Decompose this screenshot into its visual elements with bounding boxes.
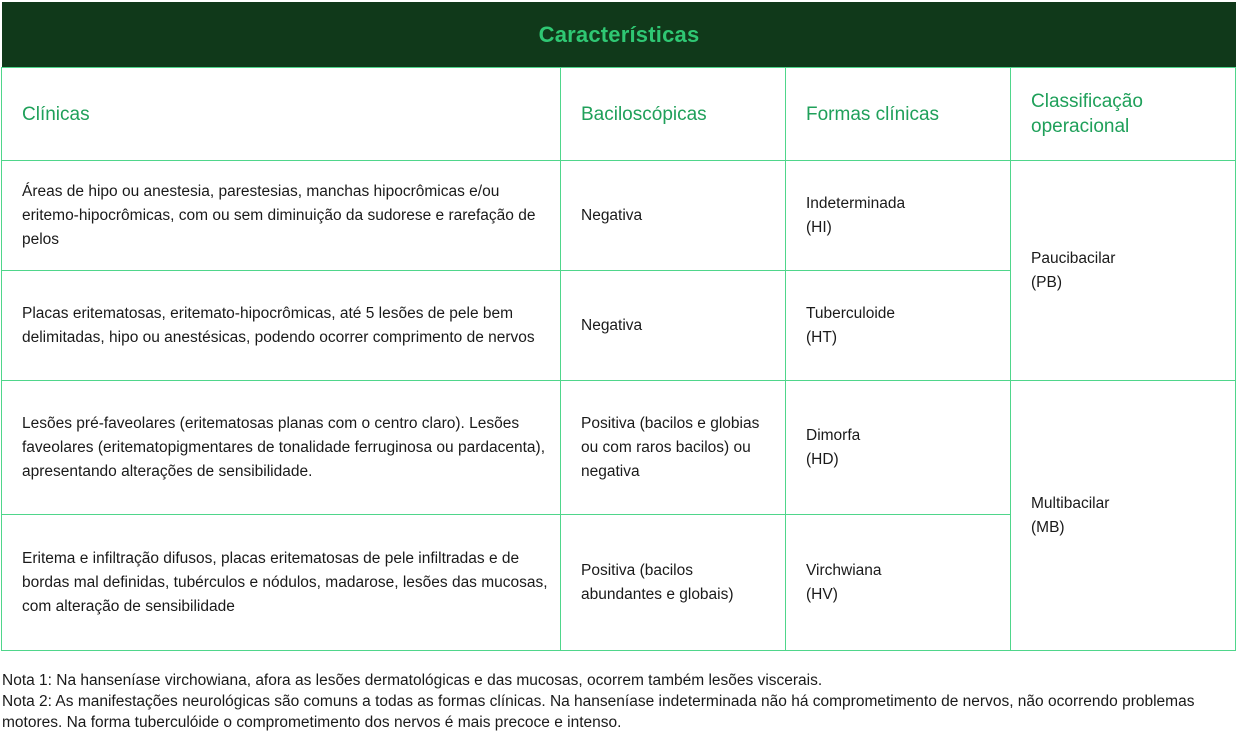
classificacao-multibacilar xyxy=(1010,380,1236,651)
row1-clinica: Áreas de hipo ou anestesia, parestesias, manchas hipocrômicas e/ou eritemo-hipocrômicas, com ou sem diminuição da sudorese e rarefação de pelos xyxy=(1,160,561,271)
row1-forma-label: Indeterminada xyxy=(806,194,906,212)
header-classificacao-operacional: Classificação operacional xyxy=(1010,67,1236,161)
multibacilar-label: Multibacilar xyxy=(1031,494,1110,512)
row4-baciloscopia: Positiva (bacilos abundantes e globais) xyxy=(560,514,786,651)
row2-clinica: Placas eritematosas, eritemato-hipocrômicas, até 5 lesões de pele bem delimitadas, hipo ou anestésicas, podendo ocorrer comprimento de nervos xyxy=(1,270,561,381)
note-2: Nota 2: As manifestações neurológicas são comuns a todas as formas clínicas. Na hanseníase indeterminada não há comprometimento de nervos, não ocorrendo problemas motores. Na forma tuberculóide o comprometimento dos nervos é mais precoce e intenso. xyxy=(2,693,1195,731)
row1-baciloscopia: Negativa xyxy=(560,160,786,271)
row4-forma xyxy=(785,514,1011,651)
row2-forma xyxy=(785,270,1011,381)
row1-forma xyxy=(785,160,1011,271)
note-1: Nota 1: Na hanseníase virchowiana, afora as lesões dermatológicas e das mucosas, ocorrem também lesões viscerais. xyxy=(2,672,823,689)
row3-forma-sigla: (HD) xyxy=(806,450,839,468)
header-formas-clinicas: Formas clínicas xyxy=(785,67,1011,161)
multibacilar-sigla: (MB) xyxy=(1031,518,1065,536)
row2-forma-sigla: (HT) xyxy=(806,328,837,346)
row2-forma-label: Tuberculoide xyxy=(806,304,896,322)
table-notes xyxy=(2,670,1238,733)
row4-forma-label: Virchwiana xyxy=(806,561,882,579)
paucibacilar-label: Paucibacilar xyxy=(1031,249,1116,267)
header-clinicas: Clínicas xyxy=(1,67,561,161)
table-title: Características xyxy=(2,2,1236,68)
row3-forma-label: Dimorfa xyxy=(806,426,861,444)
classificacao-paucibacilar xyxy=(1010,160,1236,381)
row4-forma-sigla: (HV) xyxy=(806,585,838,603)
row4-clinica: Eritema e infiltração difusos, placas eritematosas de pele infiltradas e de bordas mal definidas, tubérculos e nódulos, madarose, lesões das mucosas, com alteração de sensibilidade xyxy=(1,514,561,651)
row1-forma-sigla: (HI) xyxy=(806,218,832,236)
header-baciloscopicas: Baciloscópicas xyxy=(560,67,786,161)
row2-baciloscopia: Negativa xyxy=(560,270,786,381)
row3-clinica: Lesões pré-faveolares (eritematosas planas com o centro claro). Lesões faveolares (eritematopigmentares de tonalidade ferruginosa ou pardacenta), apresentando alterações de sensibilidade. xyxy=(1,380,561,515)
row3-baciloscopia: Positiva (bacilos e globias ou com raros bacilos) ou negativa xyxy=(560,380,786,515)
characteristics-table xyxy=(2,2,1236,651)
row3-forma xyxy=(785,380,1011,515)
paucibacilar-sigla: (PB) xyxy=(1031,273,1062,291)
